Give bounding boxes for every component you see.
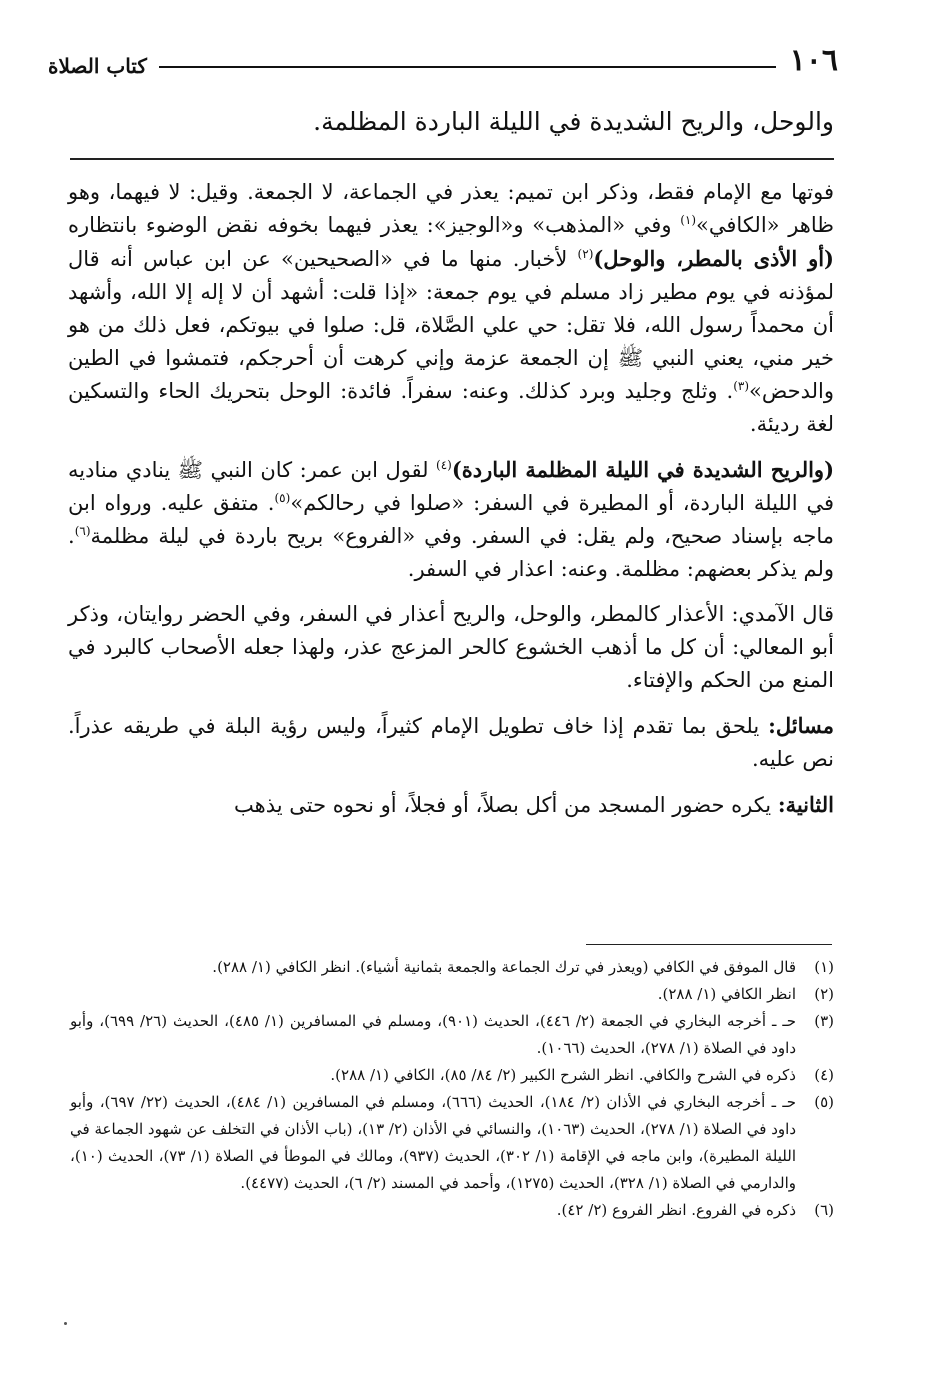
- paragraph-2: (والريح الشديدة في الليلة المظلمة الباردة)$^{(٤)}$ لقول ابن عمر: كان النبي ﷺ ينادي مناديه في الليلة الباردة، أو المطيرة في السفر: «صلوا في رحالكم»$^{(٥)}$. متفق عليه. ورواه ابن ماجه بإسناد صحيح، ولم يقل: في السفر. وفي «الفروع» بريح باردة في ليلة مظلمة$^{(٦)}$. ولم يذكر بعضهم: مظلمة. وعنه: اعذار في السفر.: [68, 457, 835, 581]
- footnote-number: (٥): [814, 1093, 834, 1111]
- footnote-number: (٣): [814, 1012, 834, 1030]
- footnote-number: (٢): [814, 985, 834, 1003]
- page-number: ١٠٦: [789, 43, 838, 78]
- footnote-text: ذكره في الشرح والكافي. انظر الشرح الكبير (٢/ ٨٤/ ٨٥)، الكافي (١/ ٢٨٨).: [330, 1066, 796, 1084]
- footnote-ref-4[interactable]: (٤): [436, 458, 452, 472]
- footnote-ref-1[interactable]: (١): [680, 213, 697, 227]
- footnote: [70, 1008, 834, 1062]
- footnote-number: (٦): [814, 1201, 834, 1219]
- scan-dot: [64, 1322, 67, 1325]
- paragraph-4: مسائل: يلحق بما تقدم إذا خاف تطويل الإمام كثيراً، وليس رؤية البلة في طريقه عذراً. نص عليه.: [68, 713, 834, 771]
- paragraph-5: الثانية: يكره حضور المسجد من أكل بصلاً، أو فجلاً، أو نحوه حتى يذهب: [234, 792, 834, 817]
- footnote: [70, 1062, 834, 1089]
- footnote: [70, 1089, 834, 1197]
- footnote: [70, 1197, 834, 1224]
- footnote-number: (١): [814, 958, 834, 976]
- paragraph-3: قال الآمدي: الأعذار كالمطر، والوحل، والريح أعذار في السفر، وفي الحضر روايتان، وذكر أبو المعالي: أن كل ما أذهب الخشوع كالحر المزعج عذر، ولهذا جعله الأصحاب كالبرد في المنع من الحكم والإفتاء.: [68, 602, 834, 692]
- footnote-text: حـ ـ أخرجه البخاري في الأذان (٢/ ١٨٤)، الحديث (٦٦٦)، ومسلم في المسافرين (١/ ٤٨٤)، الحديث (٢٢/ ٦٩٧)، وأبو داود في الصلاة (١/ ٢٧٨)، الحديث (١٠٦٣)، والنسائي في الأذان (٢/ ١٣)، (باب الأذان في التخلف عن شهود الجماعة في الليلة المطيرة)، وابن ماجه في الإقامة (١/ ٣٠٢)، الحديث (٩٣٧)، ومالك في الموطأ في الصلاة (١/ ٧٣)، الحديث (١٠)، والدارمي في الصلاة (١/ ٣٢٨)، الحديث (١٢٧٥)، وأحمد في المسند (٢/ ٦)، الحديث (٤٤٧٧).: [70, 1093, 797, 1192]
- commentary-body: [68, 176, 834, 834]
- running-title: كتاب الصلاة: [48, 54, 147, 78]
- footnote-text: حـ ـ أخرجه البخاري في الجمعة (٢/ ٤٤٦)، الحديث (٩٠١)، ومسلم في المسافرين (١/ ٤٨٥)، الحديث (٢٦/ ٦٩٩)، وأبو داود في الصلاة (١/ ٢٧٨)، الحديث (١٠٦٦).: [70, 1012, 796, 1057]
- footnote: [70, 954, 834, 981]
- footnote-rule: [586, 944, 832, 945]
- matn-text: والوحل، والريح الشديدة في الليلة الباردة المظلمة.: [313, 107, 834, 136]
- footnote-text: انظر الكافي (١/ ٢٨٨).: [657, 985, 796, 1003]
- bold-phrase: مسائل:: [768, 713, 834, 738]
- footnote-ref-3[interactable]: (٣): [733, 379, 750, 393]
- footnote-text: قال الموفق في الكافي (ويعذر في ترك الجماعة والجمعة بثمانية أشياء). انظر الكافي (١/ ٢٨٨).: [212, 958, 796, 976]
- footnote-text: ذكره في الفروع. انظر الفروع (٢/ ٤٢).: [556, 1201, 796, 1219]
- header-rule: [159, 66, 776, 68]
- paragraph-1: فوتها مع الإمام فقط، وذكر ابن تميم: يعذر في الجماعة، لا الجمعة. وقيل: لا فيهما، وهو ظاهر «الكافي»$^{(١)}$ وفي «المذهب» و«الوجيز»: يعذر فيهما بخوفه نقض الوضوء بانتظاره (أو الأذى بالمطر، والوحل)$^{(٢)}$ لأخبار. منها ما في «الصحيحين» عن ابن عباس أنه قال لمؤذنه في يوم مطير زاد مسلم في يوم جمعة: «إذا قلت: أشهد أن لا إله إلا الله، وأشهد أن محمداً رسول الله، فلا تقل: حي علي الصَّلاة، قل: صلوا في بيوتكم، فعل ذلك من هو خير مني، يعني النبي ﷺ إن الجمعة عزمة وإني كرهت أن أحرجكم، فتمشوا في الطين والدحض»$^{(٣)}$. وثلج وجليد وبرد كذلك. وعنه: سفراً. فائدة: الوحل بتحريك الحاء والتسكين لغة رديئة.: [68, 180, 834, 436]
- bold-phrase: (أو الأذى بالمطر، والوحل): [593, 246, 834, 271]
- footnote-ref-6[interactable]: (٦): [74, 524, 91, 538]
- bold-phrase: (والريح الشديدة في الليلة المظلمة الباردة): [451, 457, 835, 482]
- footnote-ref-2[interactable]: (٢): [577, 247, 594, 261]
- matn-separator: [70, 158, 834, 160]
- footnote-ref-5[interactable]: (٥): [274, 491, 291, 505]
- footnotes: [70, 954, 834, 1224]
- footnote-number: (٤): [814, 1066, 834, 1084]
- footnote: [70, 981, 834, 1008]
- page-header: [48, 30, 838, 76]
- bold-phrase: الثانية:: [777, 792, 834, 817]
